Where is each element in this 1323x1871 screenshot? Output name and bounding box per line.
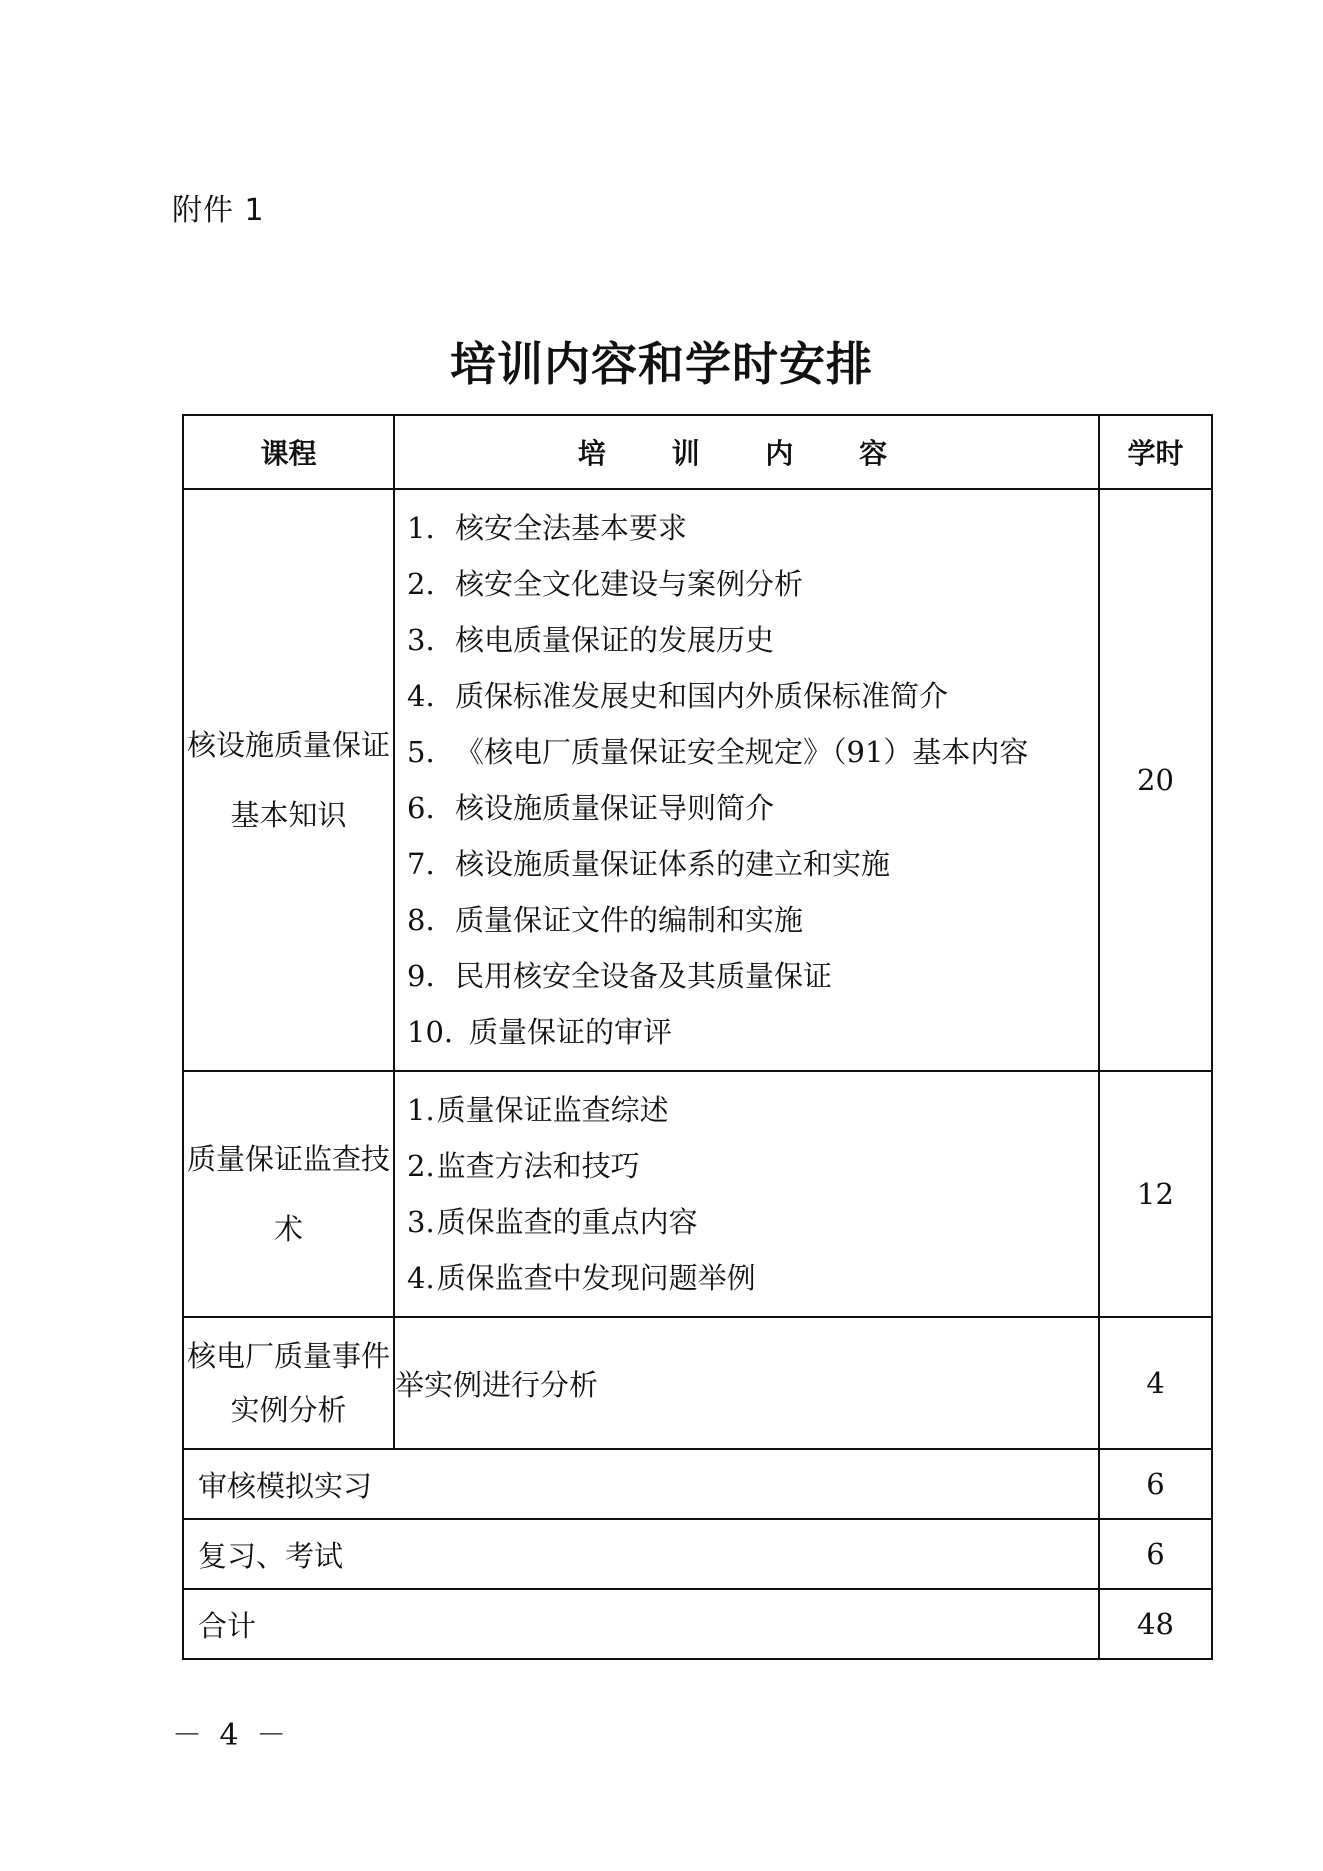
content-list [407,1082,1098,1306]
content-cell: 举实例进行分析 [394,1317,1099,1449]
header-hours: 学时 [1099,415,1212,489]
item-text: 核设施质量保证导则简介 [455,791,775,825]
item-number: 9. [407,959,435,993]
training-schedule-table [182,414,1213,1660]
course-cell: 复习、考试 [183,1519,1099,1589]
page-number: － 4 － [172,1718,291,1753]
list-item [407,1250,1098,1306]
table-header-row [183,415,1212,489]
item-text: 质保标准发展史和国内外质保标准简介 [455,679,949,713]
table-row [183,1317,1212,1449]
item-number: 5. [407,735,435,769]
item-text: 质保监查中发现问题举例 [436,1261,756,1295]
list-item [407,1194,1098,1250]
hours-cell: 6 [1099,1449,1212,1519]
item-text: 《核电厂质量保证安全规定》（91）基本内容 [455,735,1029,769]
hours-cell: 20 [1099,489,1212,1071]
item-number: 4. [407,679,435,713]
total-hours: 48 [1099,1589,1212,1659]
list-item [407,668,1098,724]
total-label: 合计 [183,1589,1099,1659]
item-text: 质量保证的审评 [469,1015,673,1049]
course-cell: 质量保证监查技术 [183,1071,394,1317]
list-item [407,724,1098,780]
header-content: 培 训 内 容 [394,415,1099,489]
list-item [407,948,1098,1004]
item-text: 核电质量保证的发展历史 [455,623,775,657]
list-item [407,892,1098,948]
course-cell: 核电厂质量事件实例分析 [183,1317,394,1449]
document-title: 培训内容和学时安排 [450,337,873,391]
item-number: 1. [407,511,435,545]
item-text: 质保监查的重点内容 [436,1205,698,1239]
list-item [407,1004,1098,1060]
item-text: 监查方法和技巧 [436,1149,640,1183]
item-number: 8. [407,903,435,937]
hours-cell: 4 [1099,1317,1212,1449]
hours-cell: 12 [1099,1071,1212,1317]
item-number: 10. [407,1015,454,1049]
content-cell [394,1071,1099,1317]
list-item [407,1138,1098,1194]
item-number: 6. [407,791,435,825]
course-cell: 核设施质量保证基本知识 [183,489,394,1071]
content-list [407,500,1098,1060]
total-row [183,1589,1212,1659]
list-item [407,836,1098,892]
item-text: 民用核安全设备及其质量保证 [455,959,833,993]
item-number: 3. [407,623,435,657]
item-number: 7. [407,847,435,881]
list-item [407,1082,1098,1138]
table-row [183,489,1212,1071]
list-item [407,500,1098,556]
list-item [407,780,1098,836]
item-number: 2. [407,1149,435,1183]
list-item [407,612,1098,668]
item-text: 核安全文化建设与案例分析 [455,567,804,601]
item-text: 质量保证监查综述 [436,1093,669,1127]
item-text: 质量保证文件的编制和实施 [455,903,804,937]
item-number: 2. [407,567,435,601]
item-number: 1. [407,1093,435,1127]
content-cell [394,489,1099,1071]
item-number: 3. [407,1205,435,1239]
item-text: 核安全法基本要求 [455,511,688,545]
hours-cell: 6 [1099,1519,1212,1589]
table-row [183,1449,1212,1519]
table-row [183,1519,1212,1589]
item-number: 4. [407,1261,435,1295]
course-cell: 审核模拟实习 [183,1449,1099,1519]
table-row [183,1071,1212,1317]
list-item [407,556,1098,612]
attachment-label: 附件 1 [172,193,265,228]
header-course: 课程 [183,415,394,489]
item-text: 核设施质量保证体系的建立和实施 [455,847,891,881]
